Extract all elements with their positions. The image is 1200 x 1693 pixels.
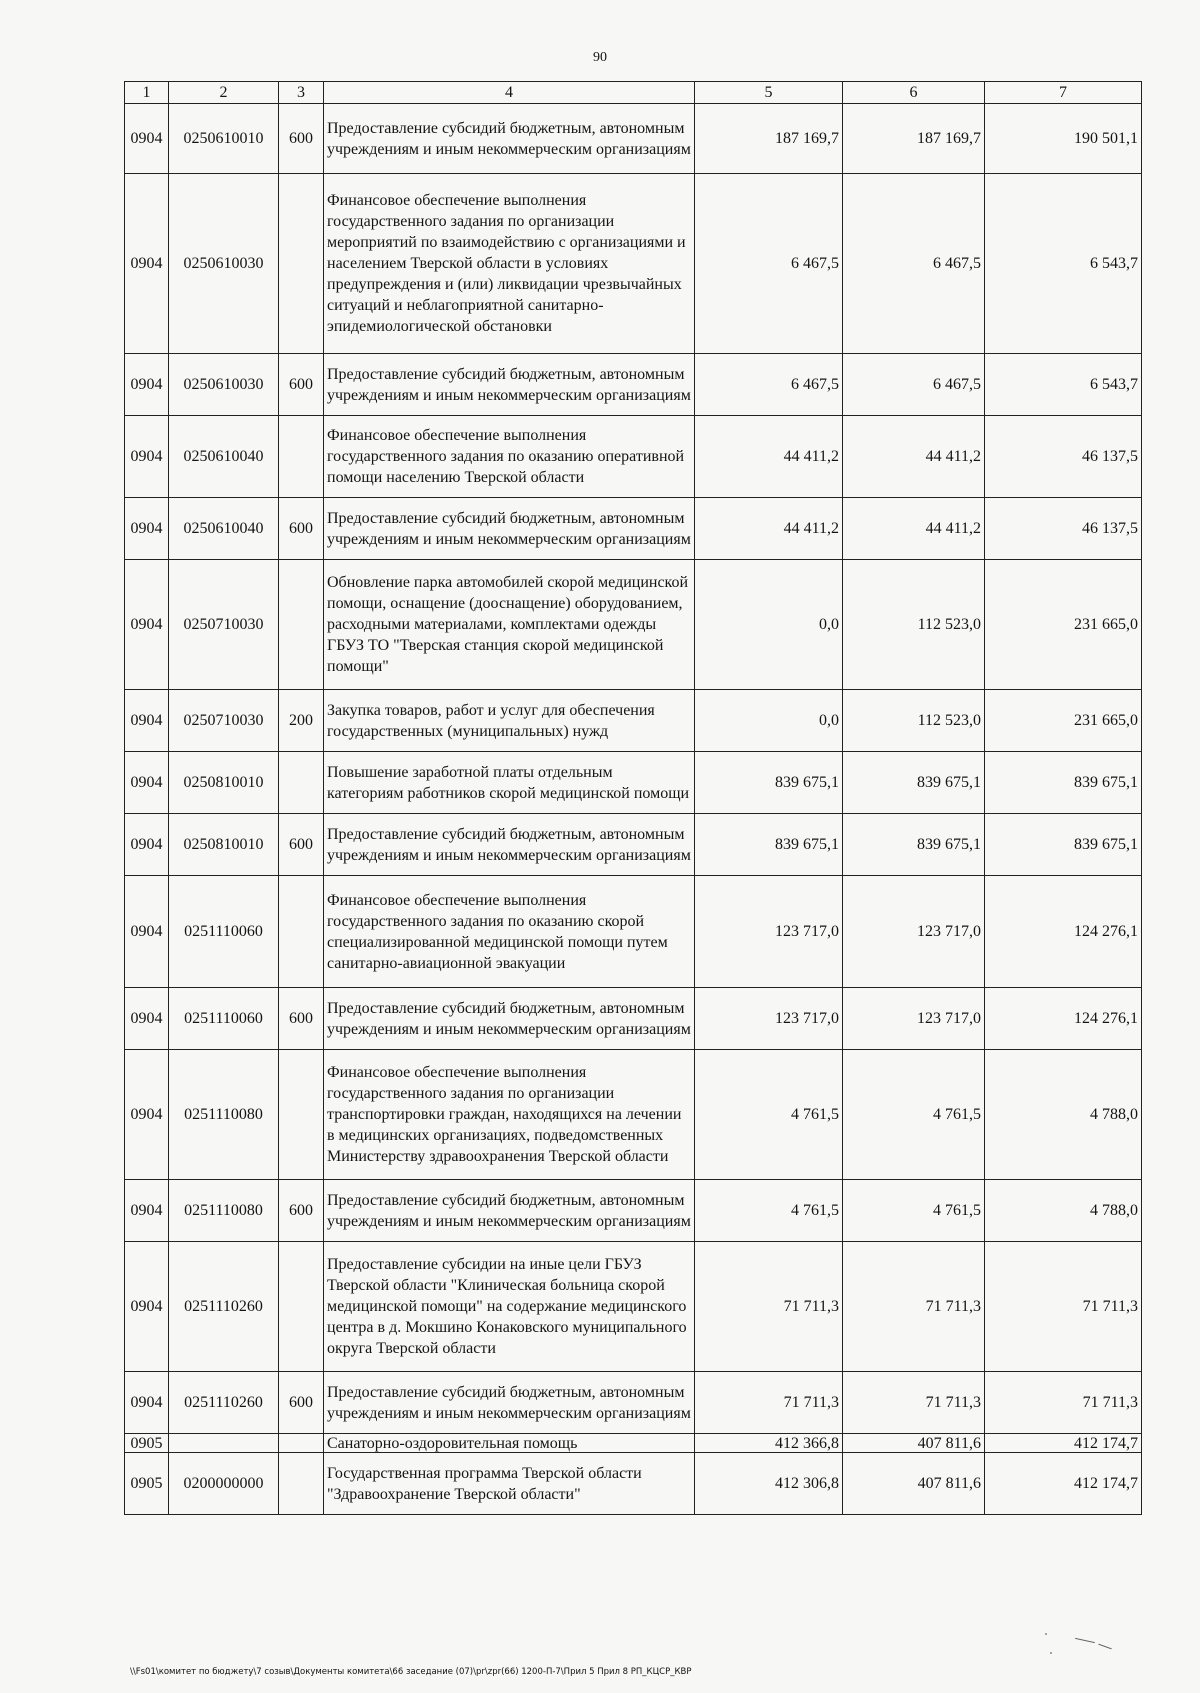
target-article-code: 0250710030: [169, 690, 279, 752]
amount-year1: 44 411,2: [695, 416, 843, 498]
target-article-code: [169, 1434, 279, 1453]
target-article-code: 0251110260: [169, 1372, 279, 1434]
expense-type-code: 600: [279, 354, 324, 416]
expense-type-code: [279, 752, 324, 814]
target-article-code: 0251110060: [169, 876, 279, 988]
amount-year3: 839 675,1: [985, 752, 1142, 814]
amount-year3: 124 276,1: [985, 988, 1142, 1050]
amount-year2: 839 675,1: [843, 814, 985, 876]
item-name: Предоставление субсидий бюджетным, автономным учреждениям и иным некоммерческим организациям: [324, 814, 695, 876]
section-code: 0904: [125, 988, 169, 1050]
expense-type-code: 600: [279, 1372, 324, 1434]
expense-type-code: [279, 1434, 324, 1453]
scan-mark: [1098, 1644, 1111, 1650]
amount-year3: 46 137,5: [985, 416, 1142, 498]
section-code: 0904: [125, 1050, 169, 1180]
expense-type-code: 600: [279, 988, 324, 1050]
amount-year1: 6 467,5: [695, 354, 843, 416]
column-header: 1: [125, 82, 169, 104]
item-name: Предоставление субсидий бюджетным, автономным учреждениям и иным некоммерческим организациям: [324, 498, 695, 560]
expense-type-code: 600: [279, 1180, 324, 1242]
amount-year2: 4 761,5: [843, 1050, 985, 1180]
scan-speck: [1050, 1652, 1052, 1654]
amount-year1: 123 717,0: [695, 988, 843, 1050]
item-name: Предоставление субсидий бюджетным, автономным учреждениям и иным некоммерческим организациям: [324, 354, 695, 416]
amount-year2: 44 411,2: [843, 416, 985, 498]
amount-year3: 6 543,7: [985, 174, 1142, 354]
amount-year3: 4 788,0: [985, 1180, 1142, 1242]
budget-table: [124, 81, 1142, 1515]
expense-type-code: [279, 1242, 324, 1372]
expense-type-code: [279, 1050, 324, 1180]
item-name: Финансовое обеспечение выполнения государственного задания по организации мероприятий по взаимодействию с организациями и населением Тверской области в условиях предупреждения и (или) ликвидации чрезвычайных ситуаций и неблагоприятной санитарно-эпидемиологической обстановки: [324, 174, 695, 354]
section-code: 0904: [125, 560, 169, 690]
item-name: Повышение заработной платы отдельным категориям работников скорой медицинской помощи: [324, 752, 695, 814]
item-name: Финансовое обеспечение выполнения государственного задания по оказанию оперативной помощи населению Тверской области: [324, 416, 695, 498]
section-code: 0904: [125, 416, 169, 498]
table-row: [125, 416, 1142, 498]
amount-year2: 112 523,0: [843, 690, 985, 752]
expense-type-code: 600: [279, 498, 324, 560]
amount-year3: 71 711,3: [985, 1372, 1142, 1434]
expense-type-code: 600: [279, 104, 324, 174]
page-number: 90: [593, 50, 607, 65]
target-article-code: 0250610030: [169, 174, 279, 354]
target-article-code: 0250610010: [169, 104, 279, 174]
amount-year1: 44 411,2: [695, 498, 843, 560]
amount-year1: 4 761,5: [695, 1050, 843, 1180]
item-name: Закупка товаров, работ и услуг для обеспечения государственных (муниципальных) нужд: [324, 690, 695, 752]
amount-year3: 190 501,1: [985, 104, 1142, 174]
amount-year1: 71 711,3: [695, 1372, 843, 1434]
item-name: Предоставление субсидии на иные цели ГБУЗ Тверской области "Клиническая больница скорой медицинской помощи" на содержание медицинского центра в д. Мокшино Конаковского муниципального округа Тверской области: [324, 1242, 695, 1372]
amount-year2: 123 717,0: [843, 876, 985, 988]
amount-year1: 123 717,0: [695, 876, 843, 988]
amount-year1: 4 761,5: [695, 1180, 843, 1242]
table-row: [125, 988, 1142, 1050]
amount-year3: 231 665,0: [985, 560, 1142, 690]
target-article-code: 0251110260: [169, 1242, 279, 1372]
scan-mark: [1075, 1638, 1095, 1643]
amount-year1: 412 366,8: [695, 1434, 843, 1453]
expense-type-code: [279, 174, 324, 354]
table-row: [125, 560, 1142, 690]
item-name: Финансовое обеспечение выполнения государственного задания по оказанию скорой специализированной медицинской помощи путем санитарно-авиационной эвакуации: [324, 876, 695, 988]
target-article-code: 0251110080: [169, 1050, 279, 1180]
column-header: 5: [695, 82, 843, 104]
table-row: [125, 814, 1142, 876]
table-row: [125, 104, 1142, 174]
item-name: Предоставление субсидий бюджетным, автономным учреждениям и иным некоммерческим организациям: [324, 1180, 695, 1242]
table-row: [125, 752, 1142, 814]
table-row: [125, 1050, 1142, 1180]
table-row: [125, 1180, 1142, 1242]
amount-year1: 839 675,1: [695, 814, 843, 876]
column-header: 2: [169, 82, 279, 104]
expense-type-code: 600: [279, 814, 324, 876]
amount-year2: 44 411,2: [843, 498, 985, 560]
amount-year3: 4 788,0: [985, 1050, 1142, 1180]
expense-type-code: [279, 416, 324, 498]
amount-year2: 407 811,6: [843, 1434, 985, 1453]
table-row: [125, 354, 1142, 416]
item-name: Предоставление субсидий бюджетным, автономным учреждениям и иным некоммерческим организациям: [324, 1372, 695, 1434]
item-name: Санаторно-оздоровительная помощь: [324, 1434, 695, 1453]
amount-year2: 187 169,7: [843, 104, 985, 174]
section-code: 0904: [125, 498, 169, 560]
footer-file-path: \\Fs01\комитет по бюджету\7 созыв\Документы комитета\66 заседание (07)\pr\zpr(66) 1200-П-7\Прил 5 Прил 8 РП_КЦСР_КВР: [130, 1667, 692, 1677]
table-row: [125, 1453, 1142, 1515]
amount-year2: 123 717,0: [843, 988, 985, 1050]
item-name: Обновление парка автомобилей скорой медицинской помощи, оснащение (дооснащение) оборудованием, расходными материалами, комплектами одежды ГБУЗ ТО "Тверская станция скорой медицинской помощи": [324, 560, 695, 690]
target-article-code: 0250610040: [169, 498, 279, 560]
scan-speck: [1045, 1633, 1047, 1635]
section-code: 0904: [125, 1180, 169, 1242]
table-row: [125, 1434, 1142, 1453]
target-article-code: 0250610040: [169, 416, 279, 498]
amount-year1: 839 675,1: [695, 752, 843, 814]
section-code: 0904: [125, 1372, 169, 1434]
section-code: 0904: [125, 876, 169, 988]
section-code: 0904: [125, 752, 169, 814]
expense-type-code: 200: [279, 690, 324, 752]
table-row: [125, 174, 1142, 354]
amount-year3: 839 675,1: [985, 814, 1142, 876]
amount-year2: 4 761,5: [843, 1180, 985, 1242]
table-row: [125, 498, 1142, 560]
amount-year2: 112 523,0: [843, 560, 985, 690]
amount-year1: 187 169,7: [695, 104, 843, 174]
amount-year2: 6 467,5: [843, 354, 985, 416]
amount-year3: 231 665,0: [985, 690, 1142, 752]
amount-year3: 124 276,1: [985, 876, 1142, 988]
section-code: 0904: [125, 690, 169, 752]
table-row: [125, 1242, 1142, 1372]
item-name: Государственная программа Тверской области "Здравоохранение Тверской области": [324, 1453, 695, 1515]
expense-type-code: [279, 560, 324, 690]
target-article-code: 0250810010: [169, 752, 279, 814]
section-code: 0905: [125, 1453, 169, 1515]
target-article-code: 0251110080: [169, 1180, 279, 1242]
table-row: [125, 1372, 1142, 1434]
amount-year1: 0,0: [695, 690, 843, 752]
expense-type-code: [279, 876, 324, 988]
amount-year2: 71 711,3: [843, 1372, 985, 1434]
table-row: [125, 876, 1142, 988]
expense-type-code: [279, 1453, 324, 1515]
section-code: 0904: [125, 174, 169, 354]
amount-year2: 839 675,1: [843, 752, 985, 814]
amount-year1: 71 711,3: [695, 1242, 843, 1372]
item-name: Предоставление субсидий бюджетным, автономным учреждениям и иным некоммерческим организациям: [324, 988, 695, 1050]
column-header: 6: [843, 82, 985, 104]
column-number-row: [125, 82, 1142, 104]
amount-year3: 412 174,7: [985, 1453, 1142, 1515]
amount-year2: 71 711,3: [843, 1242, 985, 1372]
amount-year3: 6 543,7: [985, 354, 1142, 416]
amount-year3: 71 711,3: [985, 1242, 1142, 1372]
target-article-code: 0251110060: [169, 988, 279, 1050]
section-code: 0905: [125, 1434, 169, 1453]
amount-year1: 0,0: [695, 560, 843, 690]
item-name: Финансовое обеспечение выполнения государственного задания по организации транспортировки граждан, находящихся на лечении в медицинских организациях, подведомственных Министерству здравоохранения Тверской области: [324, 1050, 695, 1180]
amount-year3: 46 137,5: [985, 498, 1142, 560]
amount-year2: 6 467,5: [843, 174, 985, 354]
amount-year2: 407 811,6: [843, 1453, 985, 1515]
table-row: [125, 690, 1142, 752]
column-header: 7: [985, 82, 1142, 104]
section-code: 0904: [125, 1242, 169, 1372]
target-article-code: 0200000000: [169, 1453, 279, 1515]
section-code: 0904: [125, 814, 169, 876]
item-name: Предоставление субсидий бюджетным, автономным учреждениям и иным некоммерческим организациям: [324, 104, 695, 174]
amount-year1: 6 467,5: [695, 174, 843, 354]
section-code: 0904: [125, 354, 169, 416]
column-header: 3: [279, 82, 324, 104]
amount-year3: 412 174,7: [985, 1434, 1142, 1453]
target-article-code: 0250710030: [169, 560, 279, 690]
amount-year1: 412 306,8: [695, 1453, 843, 1515]
column-header: 4: [324, 82, 695, 104]
section-code: 0904: [125, 104, 169, 174]
target-article-code: 0250610030: [169, 354, 279, 416]
target-article-code: 0250810010: [169, 814, 279, 876]
